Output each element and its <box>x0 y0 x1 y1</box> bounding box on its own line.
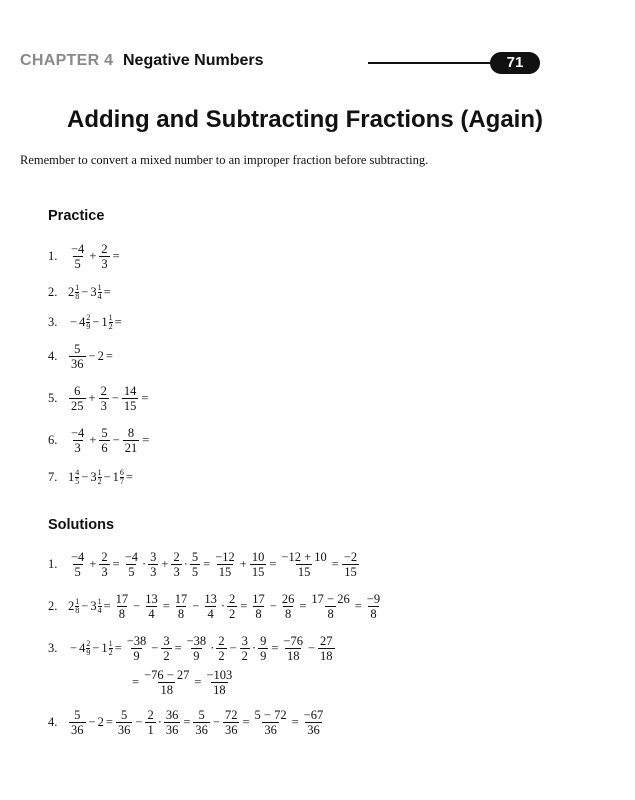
denominator: 18 <box>213 682 226 697</box>
fraction <box>148 550 158 579</box>
whole-part: 1 <box>101 314 108 329</box>
problem-number: 1. <box>48 556 58 571</box>
fraction-part <box>98 284 102 301</box>
numerator: −67 <box>303 707 324 722</box>
mixed-number <box>68 598 79 615</box>
fraction <box>258 634 268 663</box>
problem-number: 7. <box>48 469 58 484</box>
page-title: Adding and Subtracting Fractions (Again) <box>67 106 543 133</box>
numerator: −2 <box>343 549 358 564</box>
problem-number: 2. <box>48 284 58 299</box>
denominator: 15 <box>344 564 357 579</box>
operator: + <box>161 556 169 571</box>
denominator: 3 <box>74 440 81 455</box>
equals-sign: = <box>112 556 120 571</box>
denominator: 2 <box>108 321 113 331</box>
fraction <box>279 550 328 579</box>
numerator: 5 <box>198 707 205 722</box>
mixed-number <box>68 284 79 301</box>
page-header <box>20 52 620 74</box>
numerator: 5 <box>191 549 199 564</box>
denominator: 5 <box>74 564 81 579</box>
fraction <box>69 242 86 271</box>
fraction <box>69 708 86 737</box>
mixed-number <box>101 314 112 331</box>
mixed-number <box>113 469 124 486</box>
fraction <box>69 550 86 579</box>
equals-sign: = <box>103 284 111 299</box>
fraction <box>213 550 237 579</box>
fraction <box>223 708 240 737</box>
denominator: 9 <box>193 648 200 663</box>
fraction <box>142 668 191 697</box>
numerator: 2 <box>173 549 180 564</box>
whole-part: 4 <box>79 314 86 329</box>
operator: − <box>192 598 200 613</box>
numerator: 72 <box>224 707 238 722</box>
fraction <box>161 634 171 663</box>
denominator: 8 <box>75 291 80 301</box>
operator: + <box>89 432 97 447</box>
operator: − <box>81 469 89 484</box>
solution-2 <box>48 588 383 624</box>
numerator: −4 <box>124 549 138 564</box>
numerator: 1 <box>97 596 102 606</box>
numerator: 3 <box>150 549 157 564</box>
solution-1 <box>48 546 360 582</box>
equals-sign: = <box>194 674 202 689</box>
header-rule <box>368 62 498 64</box>
whole-part: 3 <box>90 284 97 299</box>
denominator: 1 <box>147 722 154 737</box>
fraction <box>99 550 109 579</box>
fraction <box>250 550 267 579</box>
whole-part: 4 <box>79 640 86 655</box>
equals-sign: = <box>105 348 113 363</box>
denominator: 15 <box>123 398 137 413</box>
fraction <box>227 592 237 621</box>
denominator: 3 <box>150 564 157 579</box>
numerator: −38 <box>186 633 207 648</box>
multiply-dot: · <box>142 556 147 571</box>
fraction <box>114 592 131 621</box>
operator: − <box>151 640 159 655</box>
numerator: 1 <box>75 596 80 606</box>
numerator: 17 <box>174 591 188 606</box>
denominator: 9 <box>133 648 140 663</box>
denominator: 2 <box>228 606 236 621</box>
operator: − <box>212 714 220 729</box>
fraction <box>69 342 86 371</box>
whole-part: 3 <box>90 469 97 484</box>
fraction <box>281 634 305 663</box>
fraction-part <box>98 598 102 615</box>
practice-problem-6 <box>48 422 151 458</box>
equals-sign: = <box>174 640 182 655</box>
fraction <box>164 708 181 737</box>
numerator: −103 <box>206 667 233 682</box>
multiply-dot: · <box>157 714 162 729</box>
denominator: 36 <box>71 356 84 371</box>
numerator: −4 <box>71 549 85 564</box>
fraction <box>250 592 267 621</box>
numerator: 2 <box>100 383 107 398</box>
fraction <box>99 242 109 271</box>
denominator: 8 <box>118 606 125 621</box>
practice-problem-7 <box>48 459 135 495</box>
solutions-heading: Solutions <box>48 517 115 533</box>
fraction-part <box>86 640 90 657</box>
numerator: 3 <box>241 633 248 648</box>
numerator: 1 <box>75 282 80 292</box>
numerator: 6 <box>74 383 81 398</box>
denominator: 4 <box>207 606 214 621</box>
equals-sign: = <box>162 598 170 613</box>
numerator: −76 − 27 <box>144 667 190 682</box>
denominator: 8 <box>177 606 185 621</box>
fraction <box>69 426 86 455</box>
numerator: 10 <box>251 549 265 564</box>
practice-problem-3 <box>48 304 124 340</box>
numerator: 17 <box>115 591 129 606</box>
denominator: 2 <box>218 648 225 663</box>
operator: − <box>81 284 89 299</box>
numerator: −4 <box>71 425 85 440</box>
denominator: 21 <box>124 440 138 455</box>
denominator: 15 <box>297 564 311 579</box>
equals-sign: = <box>299 598 307 613</box>
fraction <box>123 426 140 455</box>
numerator: 2 <box>101 549 108 564</box>
fraction-part <box>109 314 113 331</box>
denominator: 4 <box>97 605 102 615</box>
chapter-title: Negative Numbers <box>123 52 264 69</box>
problem-number: 1. <box>48 248 58 263</box>
mixed-number <box>90 469 101 486</box>
denominator: 5 <box>191 564 199 579</box>
practice-problem-5 <box>48 380 150 416</box>
operator: + <box>88 390 96 405</box>
denominator: 4 <box>97 291 102 301</box>
denominator: 5 <box>74 256 81 271</box>
whole-part: 1 <box>112 469 119 484</box>
numerator: 2 <box>86 312 91 322</box>
fraction <box>280 592 297 621</box>
denominator: 8 <box>284 606 292 621</box>
numerator: 17 <box>252 591 265 606</box>
denominator: 5 <box>75 476 80 486</box>
numerator: −9 <box>366 591 381 606</box>
numerator: 5 − 72 <box>254 707 287 722</box>
denominator: 8 <box>255 606 262 621</box>
operator: + <box>89 556 97 571</box>
denominator: 3 <box>100 398 107 413</box>
solution-4 <box>48 704 326 740</box>
operator: − <box>92 640 100 655</box>
equals-sign: = <box>203 556 211 571</box>
fraction-part <box>98 469 102 486</box>
integer: 2 <box>97 714 104 729</box>
equals-sign: = <box>112 248 120 263</box>
equals-sign: = <box>132 674 140 689</box>
numerator: 5 <box>74 707 81 722</box>
equals-sign: = <box>240 598 248 613</box>
equals-sign: = <box>105 714 113 729</box>
solution-3 <box>48 630 336 666</box>
operator: − <box>103 469 111 484</box>
whole-part: 1 <box>68 469 75 484</box>
numerator: 1 <box>97 282 102 292</box>
fraction-part <box>75 284 79 301</box>
problem-number: 3. <box>48 314 58 329</box>
denominator: 3 <box>101 256 108 271</box>
denominator: 3 <box>101 564 108 579</box>
multiply-dot: · <box>251 640 257 655</box>
fraction <box>173 592 190 621</box>
operator: − <box>135 714 143 729</box>
numerator: 6 <box>119 467 124 477</box>
equals-sign: = <box>354 598 362 613</box>
operator: − <box>88 348 96 363</box>
mixed-number <box>90 598 101 615</box>
denominator: 18 <box>320 648 333 663</box>
operator: − <box>88 714 96 729</box>
operator: − <box>70 640 78 655</box>
numerator: −12 <box>215 549 235 564</box>
fraction <box>365 592 382 621</box>
denominator: 5 <box>128 564 135 579</box>
denominator: 9 <box>86 321 91 331</box>
denominator: 9 <box>86 647 91 657</box>
denominator: 36 <box>195 722 208 737</box>
denominator: 6 <box>101 440 108 455</box>
equals-sign: = <box>269 556 277 571</box>
numerator: −12 + 10 <box>281 549 327 564</box>
operator: − <box>111 390 119 405</box>
fraction <box>123 550 140 579</box>
multiply-dot: · <box>183 556 188 571</box>
integer: 2 <box>97 348 104 363</box>
operator: − <box>133 598 141 613</box>
equals-sign: = <box>103 598 111 613</box>
numerator: 9 <box>260 633 267 648</box>
denominator: 15 <box>218 564 232 579</box>
fraction-part <box>120 469 124 486</box>
mixed-number <box>79 640 90 657</box>
numerator: 3 <box>163 633 170 648</box>
denominator: 7 <box>119 476 124 486</box>
fraction <box>216 634 226 663</box>
fraction <box>193 708 210 737</box>
practice-problem-4 <box>48 338 115 374</box>
equals-sign: = <box>271 640 279 655</box>
denominator: 36 <box>307 722 320 737</box>
operator: + <box>239 556 247 571</box>
fraction <box>240 634 250 663</box>
whole-part: 1 <box>101 640 108 655</box>
operator: − <box>81 598 89 613</box>
fraction <box>143 592 160 621</box>
operator: − <box>229 640 237 655</box>
numerator: 2 <box>218 633 225 648</box>
denominator: 36 <box>264 722 277 737</box>
denominator: 36 <box>117 722 131 737</box>
denominator: 15 <box>251 564 265 579</box>
numerator: 2 <box>228 591 236 606</box>
operator: − <box>112 432 120 447</box>
fraction <box>125 634 149 663</box>
intro-text: Remember to convert a mixed number to an improper fraction before subtracting. <box>20 153 429 167</box>
fraction <box>202 592 219 621</box>
numerator: 1 <box>97 467 102 477</box>
operator: − <box>307 640 316 655</box>
fraction-part <box>75 598 79 615</box>
fraction <box>342 550 359 579</box>
page-number-badge: 71 <box>490 52 540 74</box>
fraction <box>253 708 289 737</box>
fraction <box>122 384 139 413</box>
numerator: 36 <box>165 707 179 722</box>
numerator: 2 <box>86 638 91 648</box>
fraction <box>318 634 335 663</box>
numerator: 8 <box>127 425 135 440</box>
equals-sign: = <box>242 714 250 729</box>
numerator: 27 <box>320 633 333 648</box>
fraction <box>302 708 326 737</box>
solution-3-continuation <box>130 664 235 700</box>
denominator: 8 <box>327 606 334 621</box>
numerator: −76 <box>283 633 303 648</box>
equals-sign: = <box>141 390 149 405</box>
equals-sign: = <box>142 432 150 447</box>
numerator: 2 <box>101 241 108 256</box>
fraction <box>99 426 109 455</box>
denominator: 8 <box>370 606 377 621</box>
operator: + <box>89 248 97 263</box>
numerator: 26 <box>281 591 295 606</box>
multiply-dot: · <box>210 640 215 655</box>
mixed-number <box>101 640 112 657</box>
problem-number: 3. <box>48 640 58 655</box>
numerator: −4 <box>71 241 85 256</box>
problem-number: 5. <box>48 390 58 405</box>
fraction <box>309 592 351 621</box>
fraction <box>204 668 234 697</box>
numerator: 1 <box>108 638 113 648</box>
denominator: 36 <box>224 722 238 737</box>
numerator: 2 <box>147 707 154 722</box>
denominator: 3 <box>173 564 180 579</box>
numerator: 17 − 26 <box>311 591 350 606</box>
denominator: 36 <box>165 722 179 737</box>
equals-sign: = <box>114 314 122 329</box>
numerator: 13 <box>204 591 217 606</box>
numerator: 14 <box>123 383 137 398</box>
equals-sign: = <box>291 714 299 729</box>
denominator: 4 <box>148 606 155 621</box>
fraction <box>145 708 155 737</box>
numerator: 5 <box>101 425 108 440</box>
equals-sign: = <box>183 714 191 729</box>
numerator: 5 <box>121 707 128 722</box>
denominator: 2 <box>163 648 170 663</box>
numerator: 4 <box>75 467 80 477</box>
denominator: 18 <box>160 682 173 697</box>
numerator: 5 <box>74 341 81 356</box>
equals-sign: = <box>125 469 133 484</box>
practice-heading: Practice <box>48 208 105 224</box>
problem-number: 4. <box>48 714 58 729</box>
whole-part: 2 <box>68 598 75 613</box>
denominator: 8 <box>75 605 80 615</box>
problem-number: 4. <box>48 348 58 363</box>
operator: − <box>70 314 78 329</box>
equals-sign: = <box>114 640 122 655</box>
mixed-number <box>90 284 101 301</box>
denominator: 36 <box>71 722 84 737</box>
mixed-number <box>79 314 90 331</box>
fraction-part <box>109 640 113 657</box>
practice-problem-1 <box>48 238 122 274</box>
denominator: 25 <box>71 398 84 413</box>
numerator: −38 <box>126 633 147 648</box>
numerator: 1 <box>108 312 113 322</box>
fraction-part <box>86 314 90 331</box>
fraction <box>185 634 209 663</box>
fraction <box>69 384 86 413</box>
operator: − <box>92 314 100 329</box>
problem-number: 2. <box>48 598 58 613</box>
denominator: 2 <box>97 476 102 486</box>
denominator: 18 <box>286 648 300 663</box>
denominator: 9 <box>260 648 267 663</box>
whole-part: 2 <box>68 284 75 299</box>
fraction-part <box>75 469 79 486</box>
whole-part: 3 <box>90 598 97 613</box>
problem-number: 6. <box>48 432 58 447</box>
fraction <box>116 708 133 737</box>
denominator: 2 <box>241 648 248 663</box>
chapter-label: CHAPTER 4 <box>20 52 114 69</box>
fraction <box>171 550 181 579</box>
equals-sign: = <box>331 556 339 571</box>
denominator: 2 <box>108 647 113 657</box>
fraction <box>99 384 109 413</box>
fraction <box>190 550 200 579</box>
numerator: 13 <box>145 591 158 606</box>
multiply-dot: · <box>220 598 225 613</box>
operator: − <box>269 598 277 613</box>
mixed-number <box>68 469 79 486</box>
